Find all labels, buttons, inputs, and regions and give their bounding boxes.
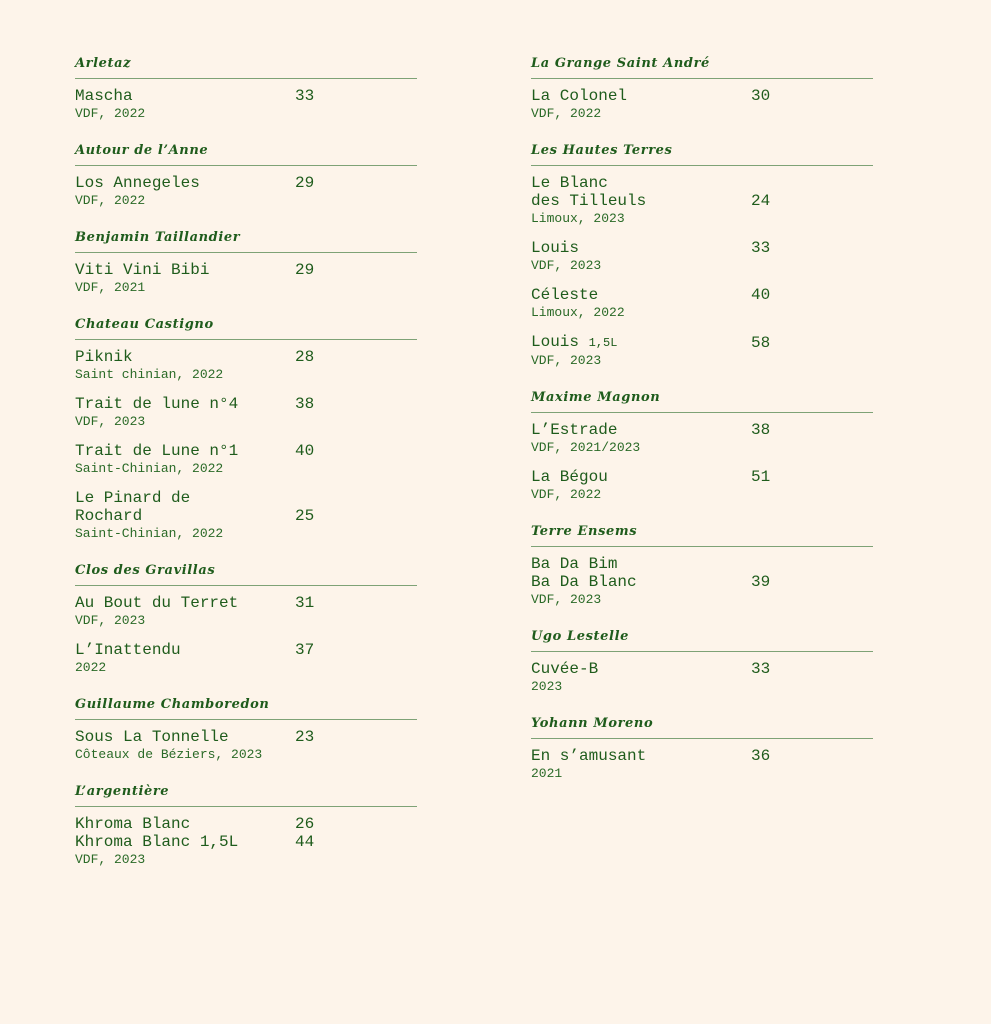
wine-appellation: VDF, 2022 (531, 487, 602, 502)
left-column (75, 56, 417, 889)
wine-price: 28 (295, 348, 315, 366)
producer-name: Chateau Castigno (75, 317, 417, 340)
producer-section (531, 143, 873, 370)
wine-price: 25 (295, 507, 315, 525)
wine-item (75, 594, 417, 630)
wine-item (531, 87, 873, 123)
producer-name: Clos des Gravillas (75, 563, 417, 586)
wine-appellation: 2021 (531, 766, 563, 781)
wine-price: 23 (295, 728, 315, 746)
wine-appellation: VDF, 2023 (531, 592, 602, 607)
producer-section (75, 56, 417, 123)
bottle-size: 1,5L (588, 336, 618, 350)
wine-name: Piknik (75, 348, 133, 366)
producer-section (531, 56, 873, 123)
wine-item (531, 333, 873, 370)
wine-name: Trait de lune n°4 (75, 395, 239, 413)
wine-price: 29 (295, 174, 315, 192)
producer-section (75, 230, 417, 297)
wine-item (531, 555, 873, 609)
wine-appellation: VDF, 2021/2023 (531, 440, 641, 455)
wine-name: Khroma Blanc (75, 815, 191, 833)
wine-name: Louis (531, 239, 580, 257)
wine-price: 31 (295, 594, 315, 612)
wine-price: 30 (751, 87, 771, 105)
wine-appellation: VDF, 2023 (75, 414, 146, 429)
producer-name: Benjamin Taillandier (75, 230, 417, 253)
wine-item (75, 261, 417, 297)
wine-name: En s’amusant (531, 747, 647, 765)
wine-appellation: Limoux, 2022 (531, 305, 625, 320)
wine-name: La Bégou (531, 468, 608, 486)
producer-name: Les Hautes Terres (531, 143, 873, 166)
wine-name: Le Pinard de Rochard (75, 489, 191, 525)
producer-name: Guillaume Chamboredon (75, 697, 417, 720)
wine-item (531, 660, 873, 696)
producer-name: Yohann Moreno (531, 716, 873, 739)
wine-price: 40 (295, 442, 315, 460)
producer-section (75, 563, 417, 677)
producer-section (75, 784, 417, 869)
wine-item (75, 815, 417, 833)
wine-appellation: Limoux, 2023 (531, 211, 625, 226)
wine-item (75, 87, 417, 123)
wine-item (531, 747, 873, 783)
producer-section (75, 317, 417, 543)
wine-item (75, 728, 417, 764)
wine-price: 24 (751, 192, 771, 210)
wine-name: Khroma Blanc 1,5L (75, 833, 239, 851)
producer-section (75, 143, 417, 210)
wine-price: 36 (751, 747, 771, 765)
wine-price: 51 (751, 468, 771, 486)
producer-name: L’argentière (75, 784, 417, 807)
wine-appellation: VDF, 2023 (75, 613, 146, 628)
wine-price: 29 (295, 261, 315, 279)
wine-appellation: Côteaux de Béziers, 2023 (75, 747, 263, 762)
producer-name: Terre Ensems (531, 524, 873, 547)
producer-section (531, 629, 873, 696)
wine-name: Viti Vini Bibi (75, 261, 210, 279)
wine-name: L’Inattendu (75, 641, 181, 659)
producer-section (75, 697, 417, 764)
wine-price: 38 (751, 421, 771, 439)
wine-price: 39 (751, 573, 771, 591)
producer-name: Autour de l’Anne (75, 143, 417, 166)
wine-name: Trait de Lune n°1 (75, 442, 239, 460)
wine-item (75, 442, 417, 478)
wine-item (75, 174, 417, 210)
wine-item (531, 286, 873, 322)
producer-name: Maxime Magnon (531, 390, 873, 413)
wine-name: Louis 1,5L (531, 333, 618, 351)
wine-price: 40 (751, 286, 771, 304)
wine-appellation: VDF, 2023 (531, 353, 602, 368)
wine-item (75, 348, 417, 384)
wine-price: 26 (295, 815, 315, 833)
wine-item (531, 239, 873, 275)
wine-appellation: VDF, 2023 (75, 852, 146, 867)
wine-item (75, 833, 417, 869)
wine-price: 38 (295, 395, 315, 413)
producer-name: Ugo Lestelle (531, 629, 873, 652)
wine-name: Los Annegeles (75, 174, 200, 192)
wine-name: Ba Da Bim Ba Da Blanc (531, 555, 637, 591)
wine-item (531, 174, 873, 228)
wine-name: Le Blanc des Tilleuls (531, 174, 647, 210)
wine-appellation: VDF, 2023 (531, 258, 602, 273)
wine-appellation: 2022 (75, 660, 107, 675)
wine-appellation: VDF, 2022 (531, 106, 602, 121)
wine-name: Céleste (531, 286, 599, 304)
wine-appellation: VDF, 2021 (75, 280, 146, 295)
wine-price: 37 (295, 641, 315, 659)
wine-appellation: Saint-Chinian, 2022 (75, 526, 224, 541)
wine-price: 58 (751, 334, 771, 352)
right-column (531, 56, 873, 803)
wine-name: Au Bout du Terret (75, 594, 239, 612)
wine-appellation: Saint chinian, 2022 (75, 367, 224, 382)
wine-item (75, 395, 417, 431)
wine-appellation: Saint-Chinian, 2022 (75, 461, 224, 476)
wine-name: La Colonel (531, 87, 628, 105)
producer-section (531, 716, 873, 783)
wine-name: Mascha (75, 87, 133, 105)
wine-name: Cuvée-B (531, 660, 599, 678)
wine-name: Sous La Tonnelle (75, 728, 229, 746)
wine-appellation: VDF, 2022 (75, 106, 146, 121)
wine-price: 33 (751, 660, 771, 678)
producer-section (531, 524, 873, 609)
producer-section (531, 390, 873, 504)
wine-item (75, 641, 417, 677)
wine-item (531, 468, 873, 504)
wine-price: 33 (295, 87, 315, 105)
wine-name: L’Estrade (531, 421, 618, 439)
producer-name: La Grange Saint André (531, 56, 873, 79)
producer-name: Arletaz (75, 56, 417, 79)
wine-appellation: 2023 (531, 679, 563, 694)
wine-item (75, 489, 417, 543)
wine-price: 33 (751, 239, 771, 257)
wine-appellation: VDF, 2022 (75, 193, 146, 208)
wine-item (531, 421, 873, 457)
wine-price: 44 (295, 833, 315, 851)
